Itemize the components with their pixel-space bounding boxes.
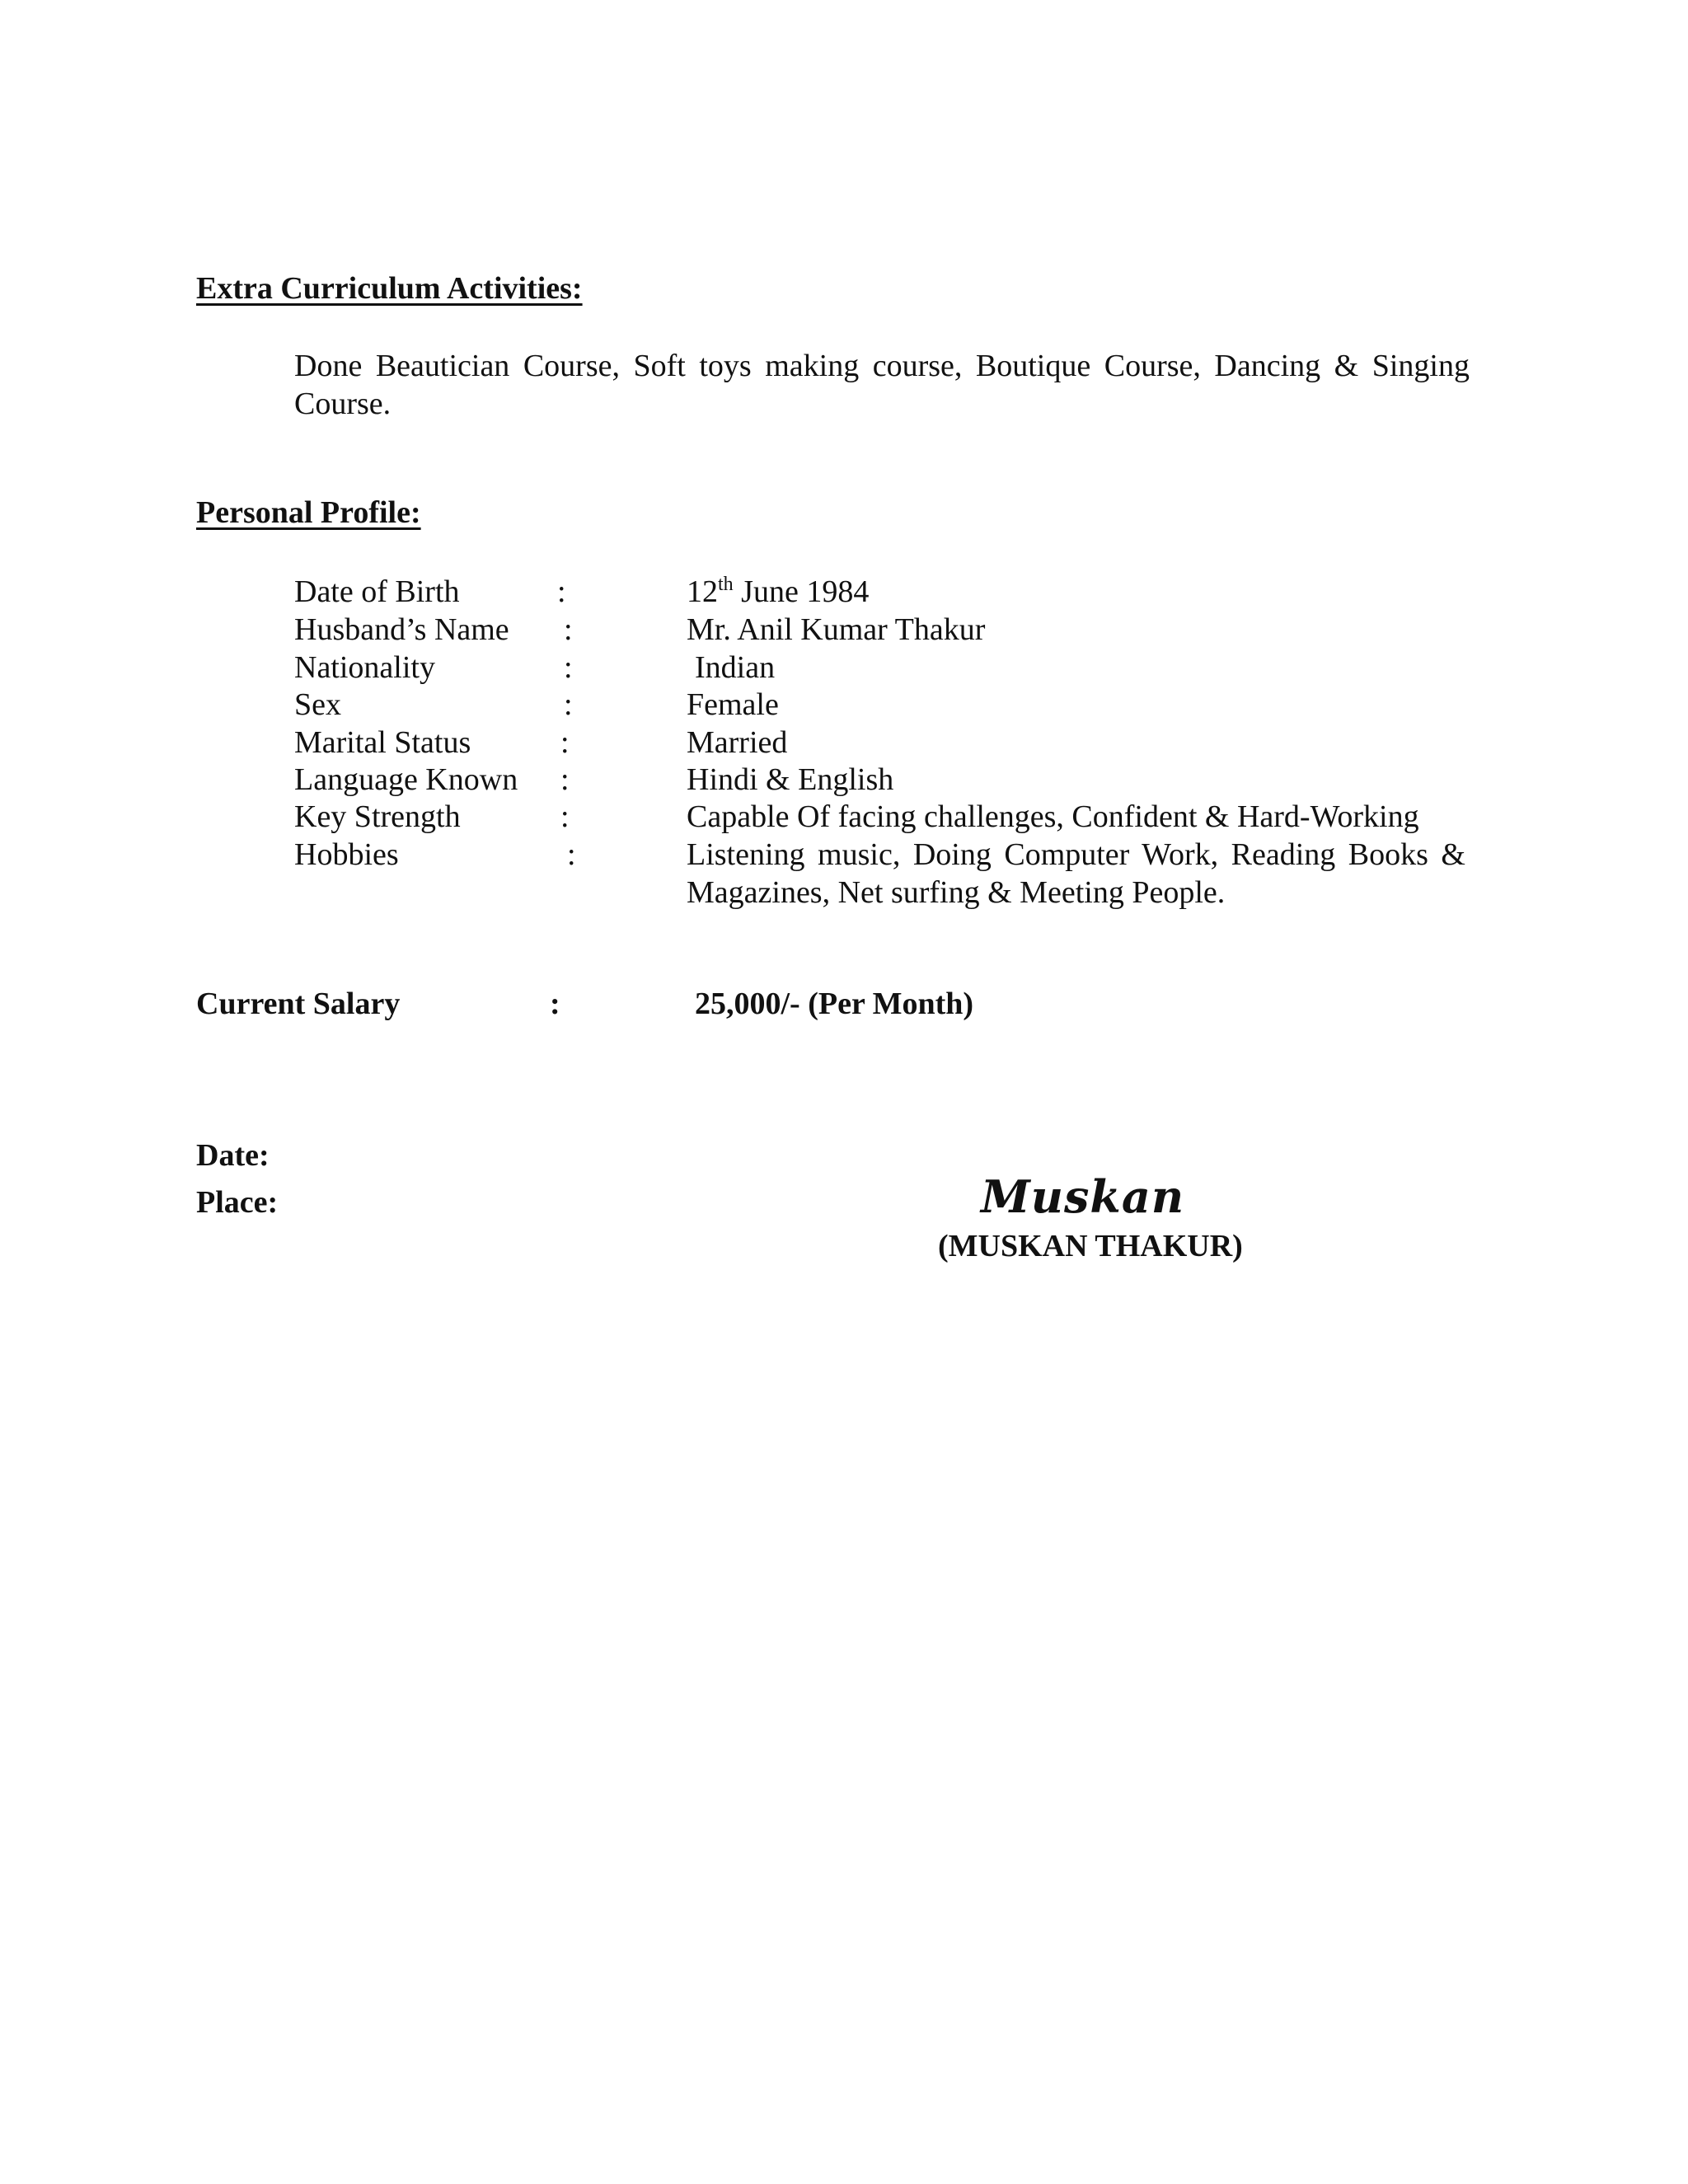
strength-value: Capable Of facing challenges, Confident & Hard-Working	[687, 799, 1419, 834]
signature: Muskan	[981, 1170, 1185, 1223]
date-label: Date:	[196, 1138, 270, 1173]
sex-value: Female	[687, 687, 779, 722]
dob-day: 12	[687, 574, 718, 609]
extra-curriculum-heading: Extra Curriculum Activities:	[196, 271, 583, 306]
strength-colon: :	[560, 799, 570, 834]
nationality-label: Nationality	[294, 650, 435, 685]
dob-label: Date of Birth	[294, 574, 460, 609]
dob-day-suffix: th	[718, 574, 734, 595]
dob-value	[687, 573, 869, 611]
hobbies-colon: :	[567, 837, 576, 872]
marital-label: Marital Status	[294, 725, 471, 760]
strength-label: Key Strength	[294, 799, 461, 834]
extra-curriculum-text: Done Beautician Course, Soft toys making course, Boutique Course, Dancing & Singing Course.	[294, 349, 1470, 421]
husband-value: Mr. Anil Kumar Thakur	[687, 612, 986, 647]
language-value: Hindi & English	[687, 762, 894, 797]
marital-value: Married	[687, 725, 788, 760]
language-label: Language Known	[294, 762, 518, 797]
nationality-colon: :	[564, 650, 573, 685]
hobbies-label: Hobbies	[294, 837, 399, 872]
salary-colon: :	[550, 987, 560, 1021]
signatory-name: (MUSKAN THAKUR)	[938, 1229, 1243, 1263]
sex-label: Sex	[294, 687, 341, 722]
salary-label: Current Salary	[196, 987, 401, 1021]
language-colon: :	[560, 762, 570, 797]
hobbies-value: Listening music, Doing Computer Work, Reading Books & Magazines, Net surfing & Meeting People.	[687, 837, 1465, 910]
place-label: Place:	[196, 1185, 279, 1220]
marital-colon: :	[560, 725, 570, 760]
dob-colon: :	[557, 574, 566, 609]
sex-colon: :	[564, 687, 573, 722]
husband-label: Husband’s Name	[294, 612, 509, 647]
husband-colon: :	[564, 612, 573, 647]
dob-rest: June 1984	[733, 574, 870, 609]
personal-profile-heading: Personal Profile:	[196, 495, 421, 530]
nationality-value: Indian	[695, 650, 776, 685]
salary-value: 25,000/- (Per Month)	[695, 987, 974, 1021]
